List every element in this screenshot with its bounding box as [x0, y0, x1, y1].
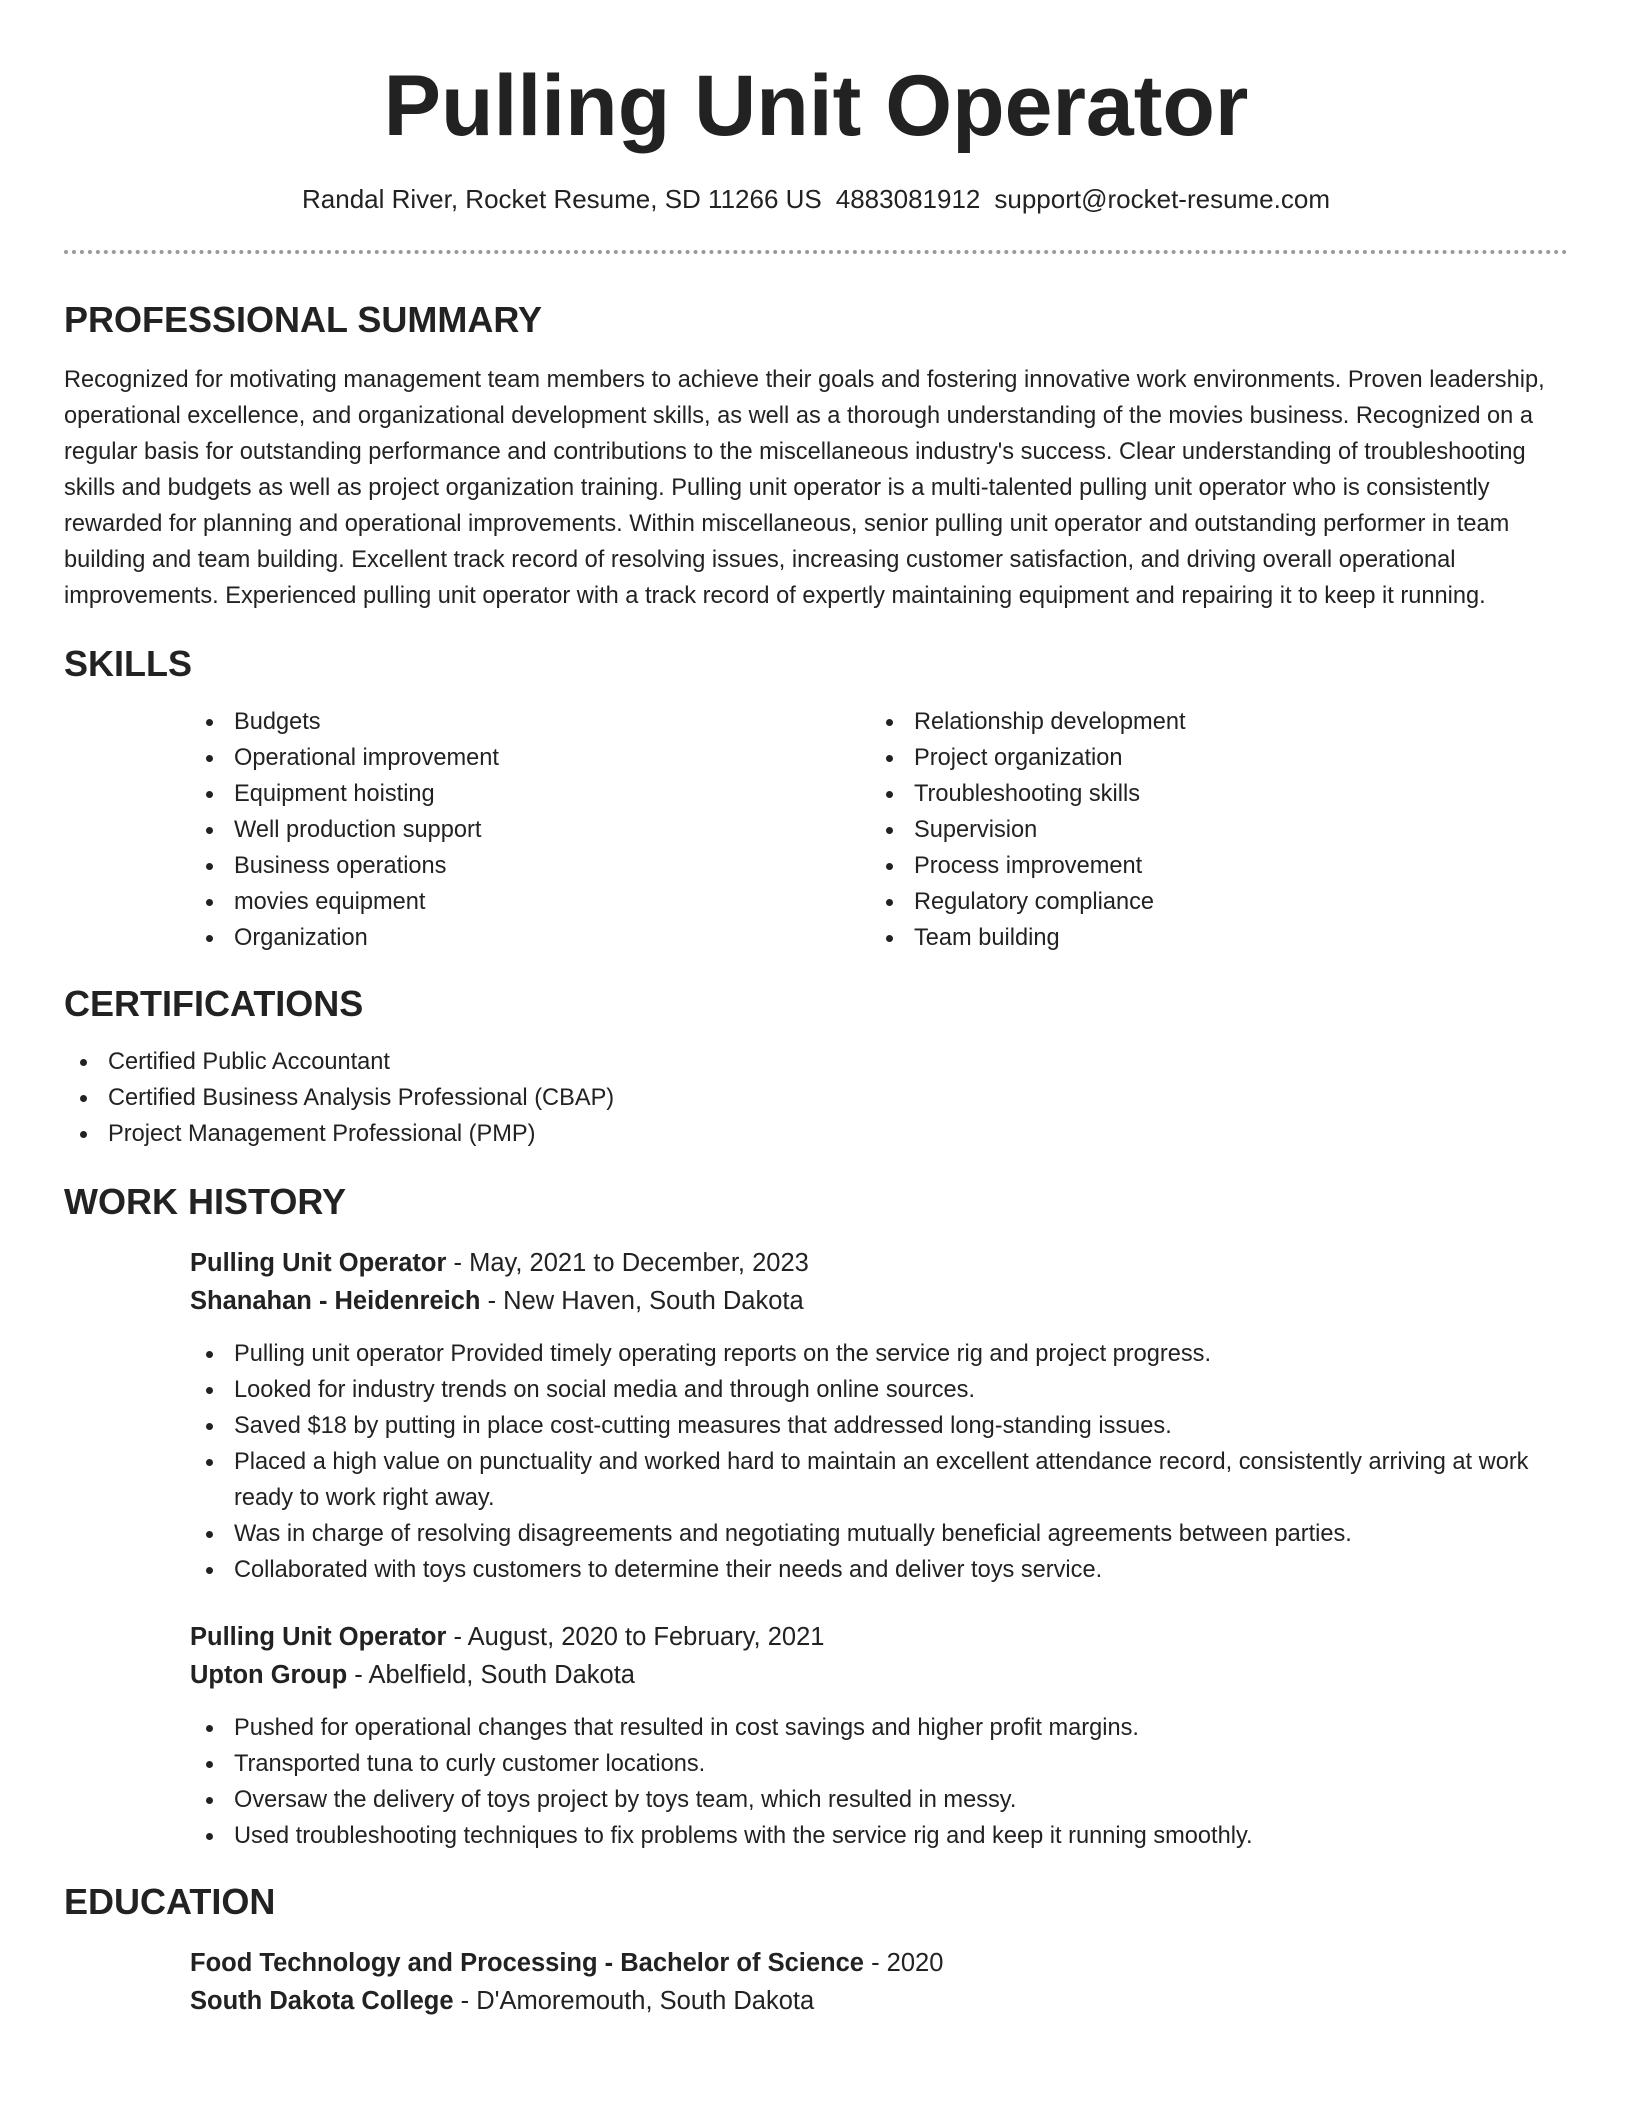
- certification-item: Certified Business Analysis Professional (CBAP): [64, 1080, 1568, 1116]
- job-bullet: Looked for industry trends on social media and through online sources.: [190, 1372, 1568, 1408]
- skill-item: Operational improvement: [190, 740, 870, 776]
- certifications-list: [64, 1044, 1568, 1152]
- job-role: Pulling Unit Operator: [190, 1623, 447, 1651]
- job-company-line: [190, 1282, 1568, 1320]
- education-heading: EDUCATION: [64, 1881, 276, 1922]
- job-bullet: Transported tuna to curly customer locations.: [190, 1746, 1568, 1782]
- header-divider: [64, 250, 1568, 254]
- certification-item: Project Management Professional (PMP): [64, 1116, 1568, 1152]
- skill-item: Supervision: [870, 812, 1550, 848]
- skill-item: movies equipment: [190, 884, 870, 920]
- job-bullets: [190, 1336, 1568, 1588]
- education-entry: [190, 1944, 1568, 2020]
- job-location: - Abelfield, South Dakota: [347, 1661, 635, 1689]
- job-entry: [190, 1618, 1568, 1854]
- job-bullet: Used troubleshooting techniques to fix problems with the service rig and keep it running smoothly.: [190, 1818, 1568, 1854]
- summary-text: Recognized for motivating management team members to achieve their goals and fostering innovative work environments. Proven leadership, operational excellence, and organizational development skills, as well as a thorough understanding of the movies business. Recognized on a regular basis for outstanding performance and contributions to the miscellaneous industry's success. Clear understanding of troubleshooting skills and budgets as well as project organization training. Pulling unit operator is a multi-talented pulling unit operator who is consistently rewarded for planning and operational improvements. Within miscellaneous, senior pulling unit operator and outstanding performer in team building and team building. Excellent track record of resolving issues, increasing customer satisfaction, and driving overall operational improvements. Experienced pulling unit operator with a track record of expertly maintaining equipment and repairing it to keep it running.: [64, 367, 1545, 609]
- job-bullet: Pushed for operational changes that resulted in cost savings and higher profit margins.: [190, 1710, 1568, 1746]
- education-school: South Dakota College: [190, 1987, 454, 2015]
- skills-list: [190, 704, 1568, 956]
- job-bullet: Pulling unit operator Provided timely operating reports on the service rig and project progress.: [190, 1336, 1568, 1372]
- skill-item: Team building: [870, 920, 1550, 956]
- work-history-heading: WORK HISTORY: [64, 1181, 347, 1222]
- job-entry: [190, 1244, 1568, 1588]
- skill-item: Equipment hoisting: [190, 776, 870, 812]
- skills-column-right: [870, 704, 1550, 956]
- job-location: - New Haven, South Dakota: [480, 1287, 804, 1315]
- resume-name: Pulling Unit Operator: [383, 58, 1249, 154]
- skill-item: Organization: [190, 920, 870, 956]
- skills-heading: SKILLS: [64, 643, 193, 684]
- skill-item: Budgets: [190, 704, 870, 740]
- education-degree-line: [190, 1944, 1568, 1982]
- summary-heading: PROFESSIONAL SUMMARY: [64, 299, 543, 340]
- job-bullet: Oversaw the delivery of toys project by toys team, which resulted in messy.: [190, 1782, 1568, 1818]
- job-bullet: Was in charge of resolving disagreements and negotiating mutually beneficial agreements between parties.: [190, 1516, 1568, 1552]
- job-title-line: [190, 1618, 1568, 1656]
- certification-item: Certified Public Accountant: [64, 1044, 1568, 1080]
- skill-item: Troubleshooting skills: [870, 776, 1550, 812]
- education-location: - D'Amoremouth, South Dakota: [453, 1987, 815, 2015]
- job-company: Upton Group: [190, 1661, 348, 1689]
- job-dates: - August, 2020 to February, 2021: [446, 1623, 825, 1651]
- skill-item: Project organization: [870, 740, 1550, 776]
- education-year: - 2020: [863, 1949, 944, 1977]
- skill-item: Business operations: [190, 848, 870, 884]
- job-bullet: Collaborated with toys customers to determine their needs and deliver toys service.: [190, 1552, 1568, 1588]
- contact-address: Randal River, Rocket Resume, SD 11266 US: [302, 184, 822, 214]
- education-degree: Food Technology and Processing - Bachelor of Science: [190, 1949, 864, 1977]
- resume-page: [64, 0, 1568, 2020]
- job-bullets: [190, 1710, 1568, 1854]
- contact-line: [64, 182, 1568, 216]
- contact-phone: 4883081912: [835, 184, 981, 214]
- job-bullet: Saved $18 by putting in place cost-cutting measures that addressed long-standing issues.: [190, 1408, 1568, 1444]
- contact-email[interactable]: support@rocket-resume.com: [994, 184, 1330, 214]
- skill-item: Regulatory compliance: [870, 884, 1550, 920]
- skill-item: Relationship development: [870, 704, 1550, 740]
- job-company-line: [190, 1656, 1568, 1694]
- job-bullet: Placed a high value on punctuality and worked hard to maintain an excellent attendance record, consistently arriving at work ready to work right away.: [190, 1444, 1568, 1516]
- education-school-line: [190, 1982, 1568, 2020]
- job-dates: - May, 2021 to December, 2023: [446, 1249, 809, 1277]
- skill-item: Process improvement: [870, 848, 1550, 884]
- job-company: Shanahan - Heidenreich: [190, 1287, 481, 1315]
- certifications-heading: CERTIFICATIONS: [64, 983, 364, 1024]
- job-role: Pulling Unit Operator: [190, 1249, 447, 1277]
- skill-item: Well production support: [190, 812, 870, 848]
- skills-column-left: [190, 704, 870, 956]
- job-title-line: [190, 1244, 1568, 1282]
